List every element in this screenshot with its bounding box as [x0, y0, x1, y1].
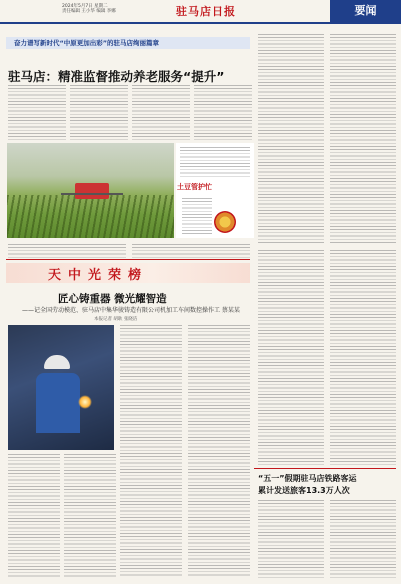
rail-news-text-1 — [258, 500, 324, 578]
farm-photo — [7, 143, 174, 238]
feature-text-col-1 — [8, 454, 60, 578]
right-text-col-4 — [330, 250, 396, 465]
mid-text-col-2 — [132, 244, 250, 258]
tractor-icon — [75, 183, 109, 199]
feature-text-col-3 — [120, 325, 182, 578]
feature-text-col-4 — [188, 325, 250, 578]
lead-text-col-2 — [70, 85, 128, 140]
photo-caption-text — [182, 198, 212, 236]
box-top-rule — [254, 468, 396, 469]
issue-date — [62, 4, 116, 14]
mid-text-col-1 — [8, 244, 126, 258]
lead-text-col-3 — [132, 85, 190, 140]
photo-sidebar-text — [180, 147, 250, 177]
lead-text-col-1 — [8, 85, 66, 140]
photo-inset-title: 土豆管护忙 — [177, 183, 212, 191]
feature-byline: 本报记者 胡耿 张晓洁 — [94, 317, 138, 322]
slogan-text: 奋力谱写新时代“中原更加出彩”的驻马店绚丽篇章 — [14, 39, 160, 47]
lead-headline: 驻马店：精准监督推动养老服务“提升” — [8, 69, 225, 84]
worker-figure — [36, 373, 80, 433]
paper-logo: 驻马店日报 — [176, 5, 236, 18]
section-tag: 要闻 — [330, 0, 401, 22]
feature-title: 匠心铸重器 微光耀智造 — [58, 293, 167, 305]
feature-subtitle: ——记全国劳动模范、驻马店中集华骏铸造有限公司机加工车间数控操作工 蔡某某 — [22, 307, 240, 314]
honor-banner-title: 天中光荣榜 — [48, 268, 149, 283]
emblem-icon — [214, 211, 236, 233]
date-line-1: 2024年5月7日 星期二 — [62, 4, 108, 9]
rail-news-title-1: “五一”假期驻马店铁路客运 — [258, 474, 357, 483]
section-divider — [6, 259, 250, 260]
rail-news-text-2 — [330, 500, 396, 578]
rail-news-title-2: 累计发送旅客13.3万人次 — [258, 486, 350, 495]
feature-text-col-2 — [64, 454, 116, 578]
right-text-col-3 — [258, 250, 324, 465]
spark-icon — [78, 395, 92, 409]
field-rows — [7, 195, 174, 238]
date-line-2: 责任编辑 王小华 编辑 李娜 — [62, 9, 116, 14]
helmet-icon — [44, 355, 70, 369]
right-text-col-1 — [258, 34, 324, 244]
worker-photo — [8, 325, 114, 450]
right-text-col-2 — [330, 34, 396, 244]
lead-text-col-4 — [194, 85, 252, 140]
